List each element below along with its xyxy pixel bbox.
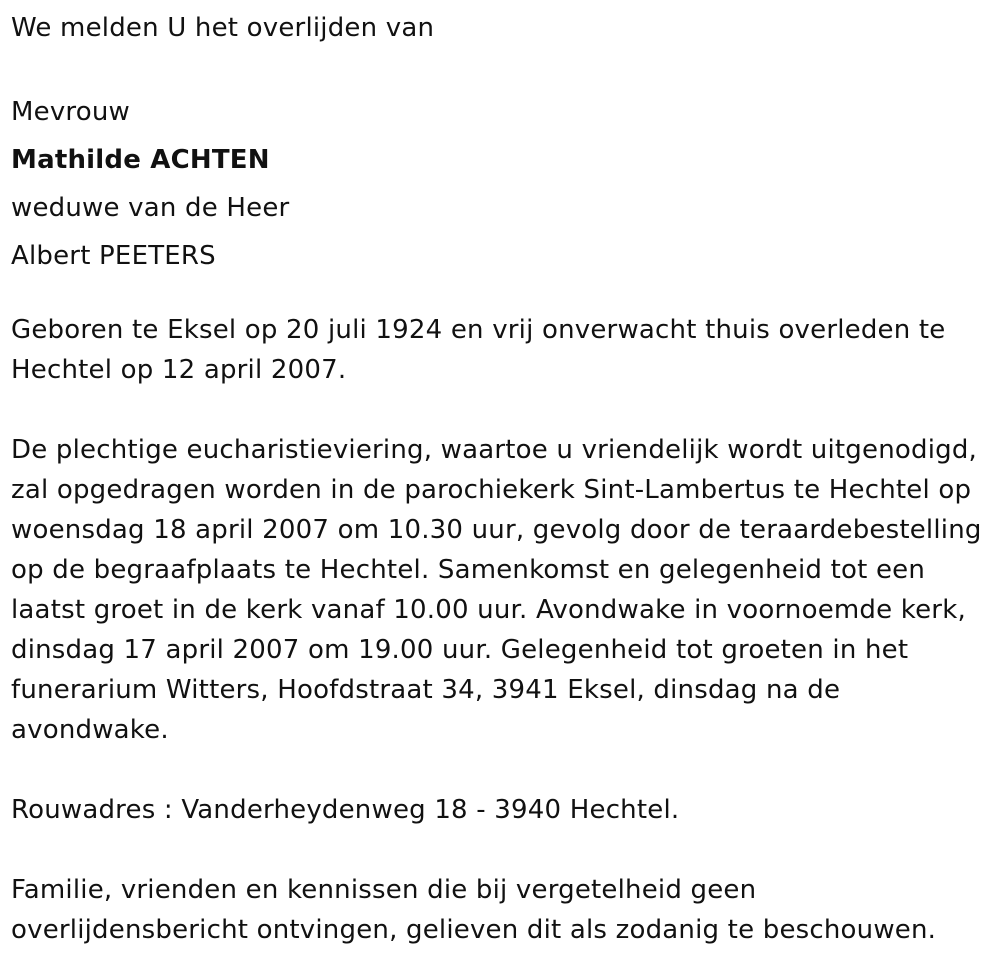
ceremony-paragraph — [11, 430, 982, 750]
mourning-address-paragraph — [11, 790, 679, 830]
title-text: Mevrouw — [11, 97, 130, 127]
mourning-address: Rouwadres : Vanderheydenweg 18 - 3940 Hechtel. — [11, 795, 680, 825]
paragraph-line: avondwake. — [11, 715, 169, 745]
intro-text: We melden U het overlijden van — [11, 13, 435, 43]
relation-text: weduwe van de Heer — [11, 193, 290, 223]
paragraph-line: Geboren te Eksel op 20 juli 1924 en vrij onverwacht thuis overleden te — [11, 315, 946, 345]
family-paragraph — [11, 870, 936, 950]
paragraph-line: zal opgedragen worden in de parochiekerk Sint-Lambertus te Hechtel op — [11, 475, 972, 505]
paragraph-line: laatst groet in de kerk vanaf 10.00 uur. Avondwake in voornoemde kerk, — [11, 595, 966, 625]
deceased-name: Mathilde ACHTEN — [11, 145, 270, 175]
paragraph-line: woensdag 18 april 2007 om 10.30 uur, gevolg door de teraardebestelling — [11, 515, 982, 545]
spouse-name: Albert PEETERS — [11, 241, 216, 271]
paragraph-line: op de begraafplaats te Hechtel. Samenkomst en gelegenheid tot een — [11, 555, 926, 585]
paragraph-line: overlijdensbericht ontvingen, gelieven dit als zodanig te beschouwen. — [11, 915, 937, 945]
paragraph-line: funerarium Witters, Hoofdstraat 34, 3941 Eksel, dinsdag na de — [11, 675, 841, 705]
paragraph-line: Hechtel op 12 april 2007. — [11, 355, 347, 385]
birth-paragraph — [11, 310, 946, 390]
paragraph-line: Familie, vrienden en kennissen die bij vergetelheid geen — [11, 875, 757, 905]
paragraph-line: dinsdag 17 april 2007 om 19.00 uur. Gelegenheid tot groeten in het — [11, 635, 909, 665]
paragraph-line: De plechtige eucharistieviering, waartoe u vriendelijk wordt uitgenodigd, — [11, 435, 977, 465]
deceased-block — [11, 88, 289, 280]
